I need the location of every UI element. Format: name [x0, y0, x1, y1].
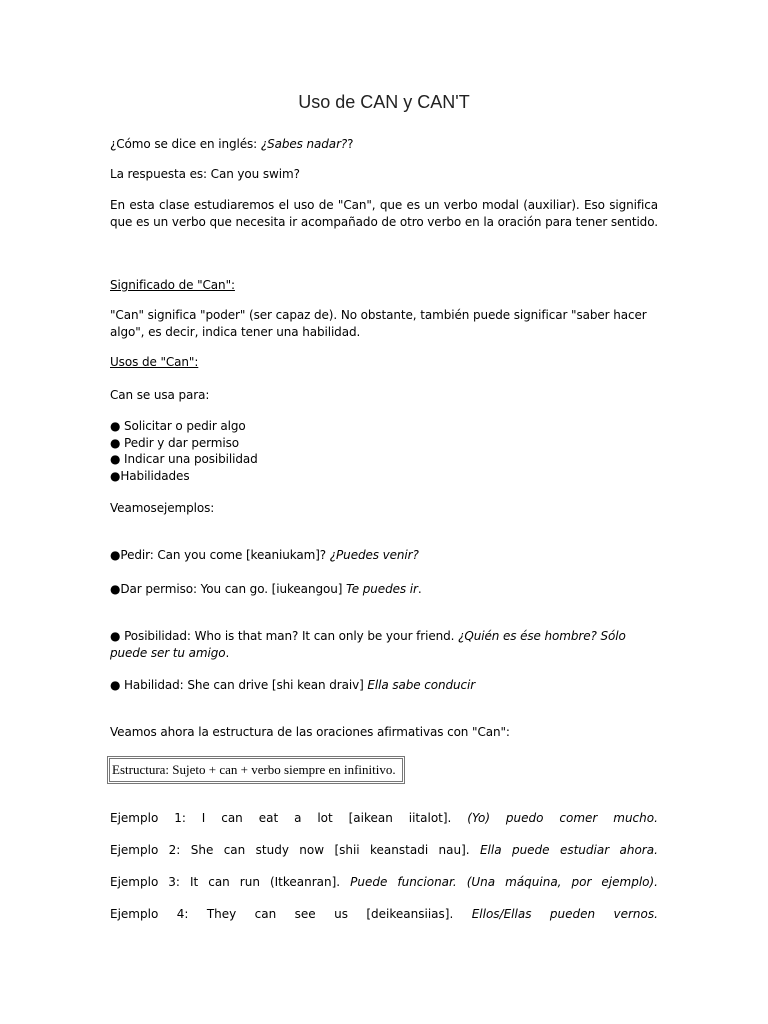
sentence-word: Ejemplo — [110, 907, 159, 921]
sentence-word: can — [208, 875, 230, 889]
sentence-word: Ella — [479, 843, 502, 857]
sentence-word: pueden — [549, 907, 596, 921]
bullet-icon: ● — [110, 548, 121, 562]
sentence-word: eat — [258, 811, 279, 825]
structure-box-text: Estructura: Sujeto + can + verbo siempre en infinitivo. — [109, 758, 403, 782]
sentence-word: estudiar — [559, 843, 610, 857]
sentence-word: I — [201, 811, 206, 825]
sentence-word: Ejemplo — [110, 875, 159, 889]
sentence-word: (Una — [466, 875, 496, 889]
question-line — [110, 136, 658, 153]
sentence-word: They — [206, 907, 237, 921]
example-permiso: ●Dar permiso: You can go. [iukeangou] Te puedes ir. — [110, 582, 422, 596]
bullet-icon: ● — [110, 629, 125, 643]
sentence-word: [shii — [334, 843, 360, 857]
sentence-word: iitalot]. — [408, 811, 452, 825]
sentence-word: can — [254, 907, 277, 921]
sentence-word: lot — [317, 811, 333, 825]
structure-intro: Veamos ahora la estructura de las oraciones afirmativas con "Can": — [110, 725, 510, 739]
sentence-word: 1: — [174, 811, 186, 825]
sentence-word: funcionar. — [397, 875, 457, 889]
question-end: ? — [347, 137, 354, 151]
bullet-icon: ● — [110, 419, 121, 433]
sentence-word: keanstadi — [370, 843, 429, 857]
sentence-word: 3: — [168, 875, 180, 889]
sentence-word: (Yo) — [467, 811, 490, 825]
sentence-word: Ellos/Ellas — [471, 907, 532, 921]
meaning-heading: Significado de "Can": — [110, 278, 235, 292]
uses-list — [110, 418, 658, 484]
uses-intro: Can se usa para: — [110, 388, 210, 402]
example-pedir: ●Pedir: Can you come [keaniukam]? ¿Puedes venir? — [110, 548, 419, 562]
sentence-word: 4: — [176, 907, 189, 921]
list-item: ● Pedir y dar permiso — [110, 435, 239, 450]
bullet-icon: ● — [110, 435, 121, 450]
sentence-word: nau]. — [438, 843, 470, 857]
sentence-word: ejemplo). — [601, 875, 658, 889]
meaning-paragraph: "Can" significa "poder" (ser capaz de). No obstante, también puede significar "saber hacer algo", es decir, indica tener una habilidad. — [110, 308, 647, 339]
sentence-word: Ejemplo — [110, 843, 159, 857]
sentence-word: us — [334, 907, 348, 921]
sentence-word: (Itkeanran]. — [269, 875, 341, 889]
list-item: ● Solicitar o pedir algo — [110, 419, 246, 433]
sentence-example-4 — [110, 907, 658, 921]
sentence-word: study — [255, 843, 289, 857]
sentence-example-3 — [110, 875, 658, 889]
example-habilidad: ● Habilidad: She can drive [shi kean draiv] Ella sabe conducir — [110, 678, 476, 692]
sentence-example-1 — [110, 811, 658, 825]
sentence-word: now — [299, 843, 325, 857]
sentence-word: run — [239, 875, 260, 889]
sentence-word: puede — [511, 843, 550, 857]
question-text: ¿Cómo se dice en inglés: — [110, 137, 261, 151]
sentence-word: 2: — [168, 843, 181, 857]
sentence-word: comer — [559, 811, 598, 825]
sentence-word: She — [190, 843, 214, 857]
bullet-icon: ● — [110, 582, 121, 596]
sentence-word: can — [221, 811, 243, 825]
uses-heading: Usos de "Can": — [110, 355, 199, 369]
list-item: ●Habilidades — [110, 468, 190, 483]
bullet-icon: ● — [110, 678, 121, 692]
list-item: ● Indicar una posibilidad — [110, 452, 258, 466]
sentence-example-2 — [110, 843, 658, 857]
sentence-word: a — [294, 811, 302, 825]
answer-line: La respuesta es: Can you swim? — [110, 167, 300, 181]
sentence-word: It — [189, 875, 199, 889]
intro-paragraph: En esta clase estudiaremos el uso de "Can", que es un verbo modal (auxiliar). Eso significa que es un verbo que necesita ir acompañado de otro verbo en la oración para tener sentido. — [110, 198, 658, 229]
sentence-word: puedo — [505, 811, 544, 825]
example-posibilidad: ● Posibilidad: Who is that man? It can only be your friend. ¿Quién es ése hombre? Sólo puede ser tu amigo. — [110, 629, 626, 660]
bullet-icon: ● — [110, 452, 121, 466]
sentence-word: see — [294, 907, 316, 921]
bullet-icon: ● — [110, 468, 121, 483]
sentence-word: por — [571, 875, 592, 889]
sentence-word: Ejemplo — [110, 811, 159, 825]
question-italic: ¿Sabes nadar? — [260, 137, 348, 151]
sentence-word: [aikean — [348, 811, 393, 825]
sentence-word: can — [223, 843, 246, 857]
examples-intro: Veamosejemplos: — [110, 501, 215, 515]
sentence-word: Puede — [350, 875, 388, 889]
sentence-word: vernos. — [613, 907, 658, 921]
sentence-word: ahora. — [619, 843, 658, 857]
sentence-word: máquina, — [505, 875, 562, 889]
sentence-word: mucho. — [613, 811, 658, 825]
structure-box — [107, 756, 405, 784]
sentence-word: [deikeansiias]. — [366, 907, 454, 921]
page-title: Uso de CAN y CAN'T — [298, 92, 470, 112]
